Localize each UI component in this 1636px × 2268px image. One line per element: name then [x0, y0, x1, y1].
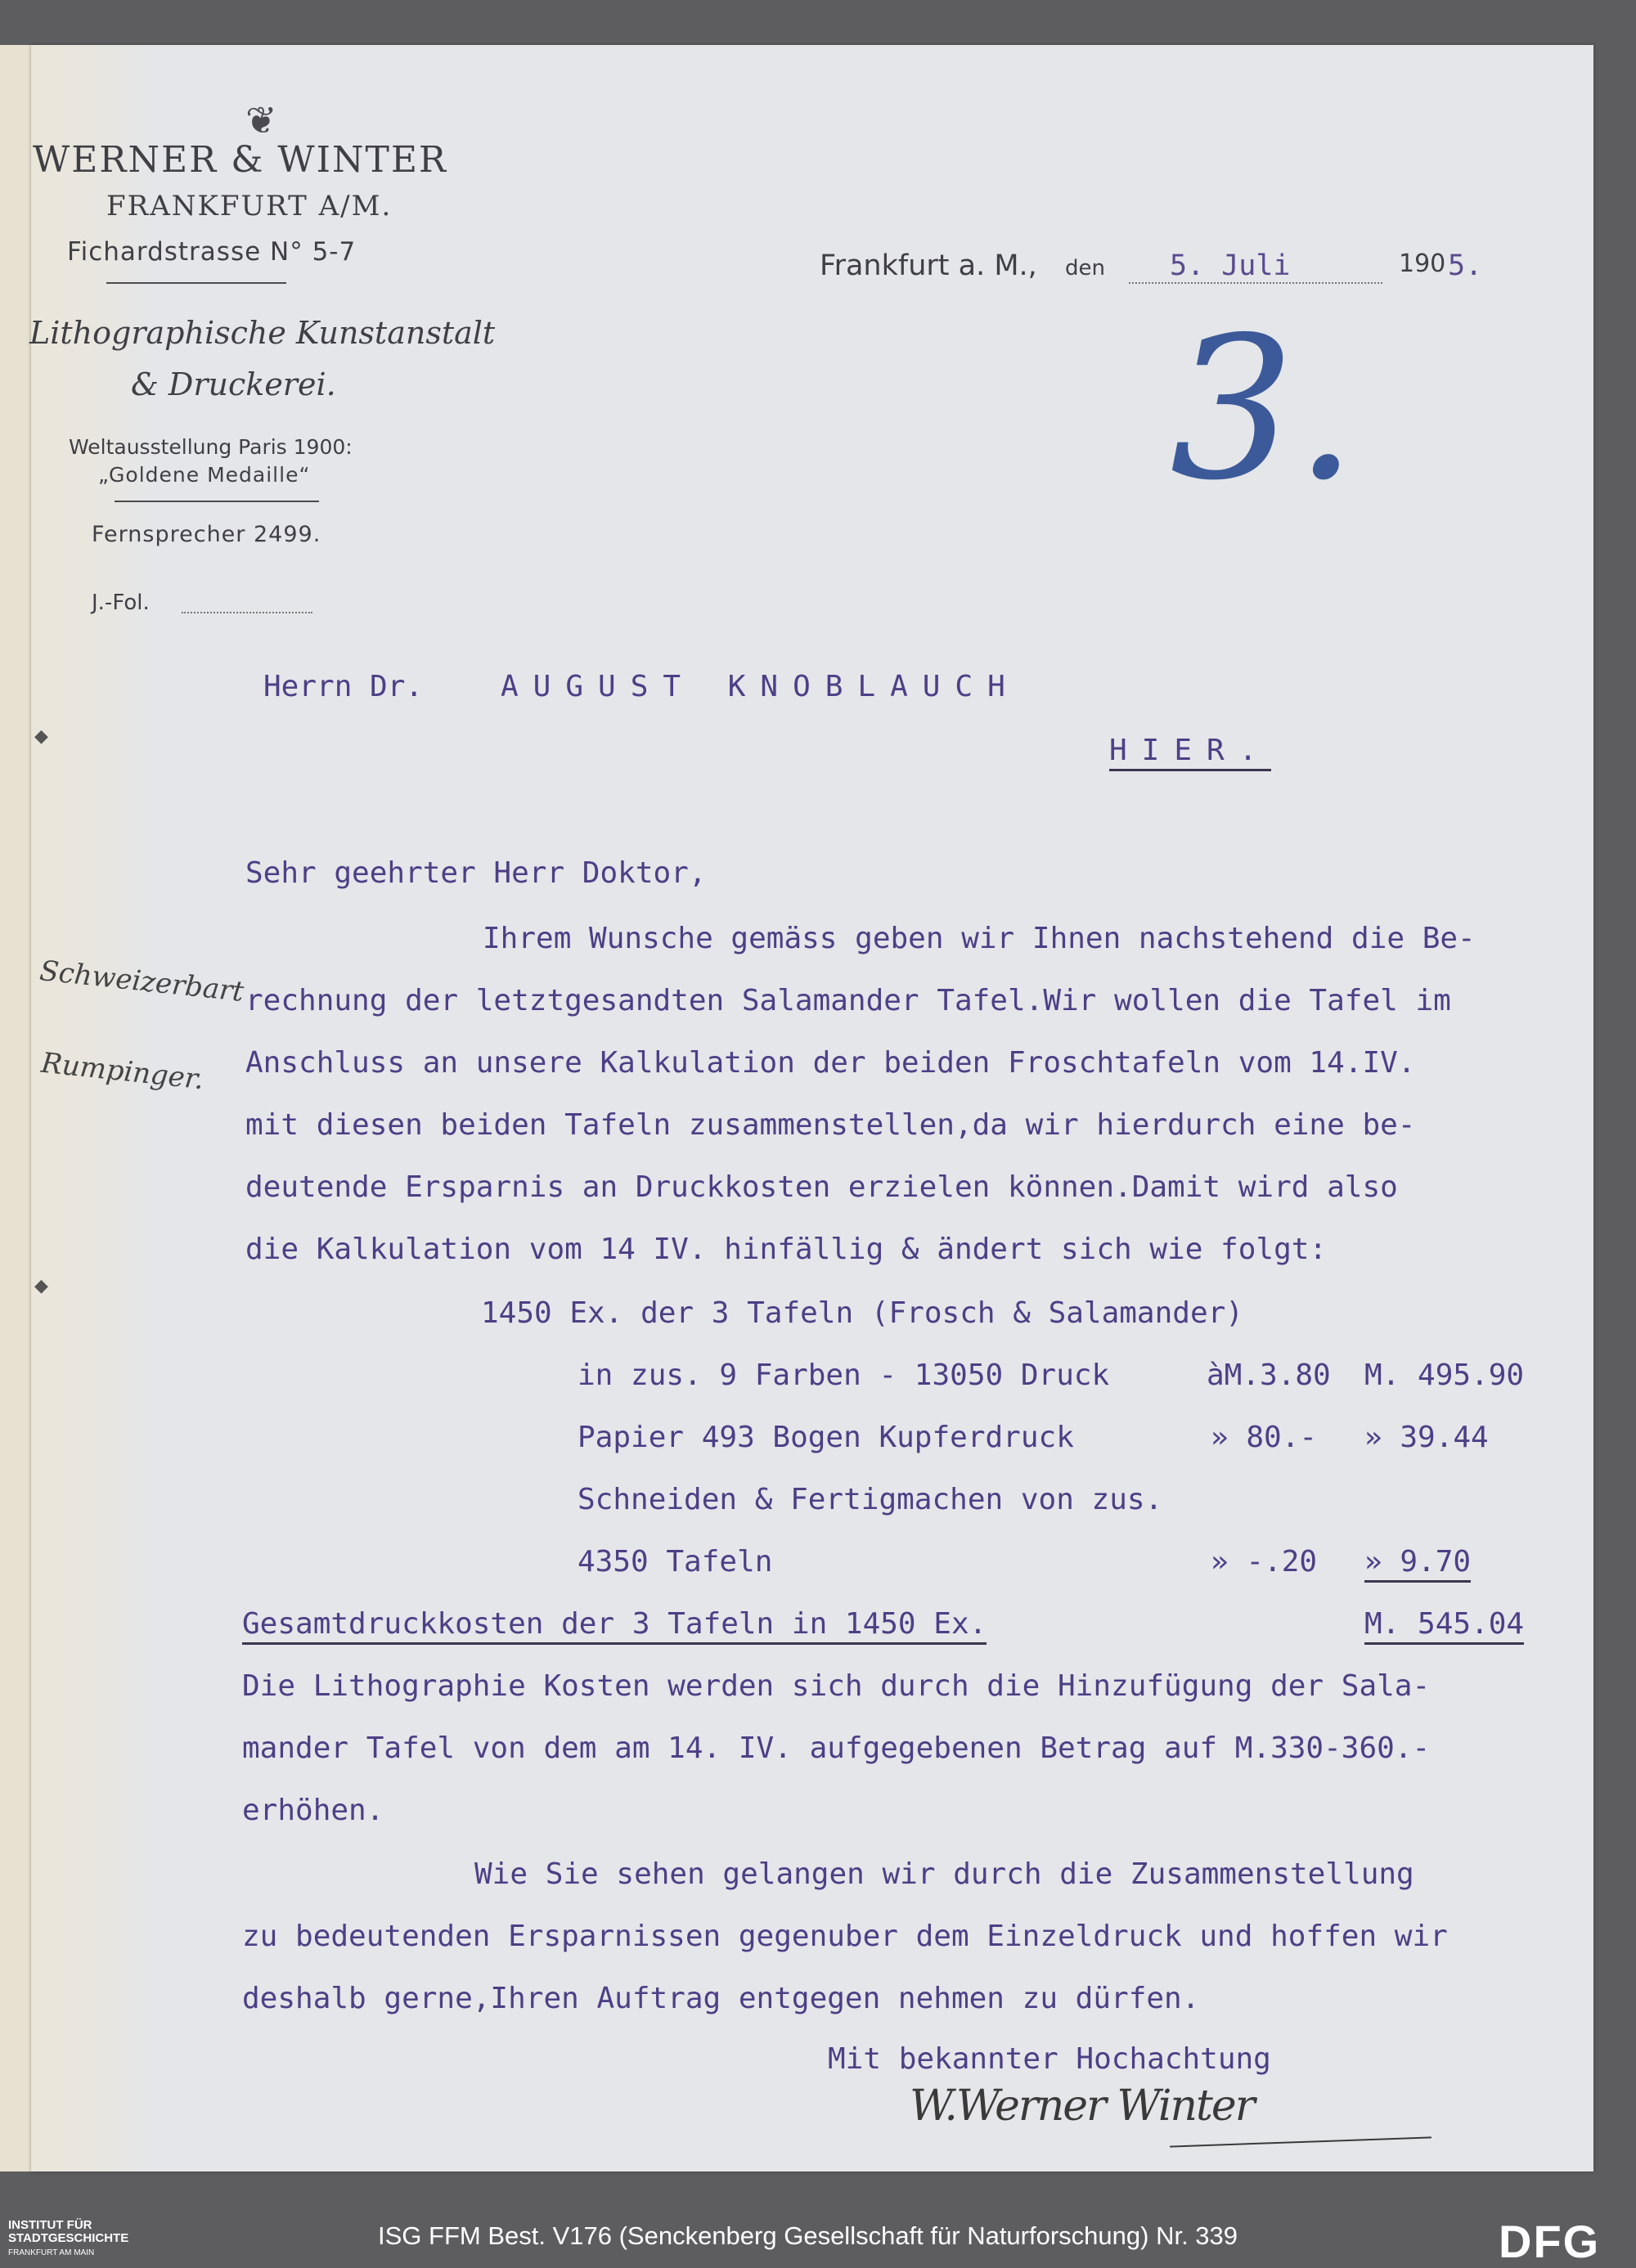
tack-mark-icon: ◆ — [34, 1276, 48, 1296]
calc-total-label-text: Gesamtdruckkosten der 3 Tafeln in 1450 Ex. — [242, 1607, 987, 1645]
sheet-fold-shading — [31, 45, 150, 2171]
letterhead-line1: Lithographische Kunstanstalt — [29, 315, 496, 351]
calc-amount-text: » 9.70 — [1364, 1545, 1471, 1583]
closing: Mit bekannter Hochachtung — [828, 2042, 1271, 2076]
date-year-prefix: 190 — [1399, 249, 1446, 278]
body-line: deshalb gerne,Ihren Auftrag entgegen nehmen zu dürfen. — [242, 1982, 1200, 2015]
calc-total-amount — [1364, 1607, 1525, 1641]
letterhead-firm: WERNER & WINTER — [33, 139, 448, 181]
body-line: Wie Sie sehen gelangen wir durch die Zusammenstellung — [474, 1857, 1414, 1891]
margin-note: Rumpinger. — [39, 1046, 206, 1097]
body-line: rechnung der letztgesandten Salamander Tafel.Wir wollen die Tafel im — [245, 984, 1451, 1017]
recipient-salutation: Herrn Dr. — [263, 670, 424, 703]
calc-desc: 4350 Tafeln — [578, 1545, 773, 1579]
letterhead-ornament-icon: ❦ — [245, 98, 277, 142]
calc-desc: Schneiden & Fertigmachen von zus. — [578, 1483, 1163, 1516]
letterhead-street: Fichardstrasse N° 5-7 — [67, 237, 357, 267]
body-line: Ihrem Wunsche gemäss geben wir Ihnen nachstehend die Be- — [483, 922, 1476, 955]
calc-desc: Papier 493 Bogen Kupferdruck — [578, 1421, 1074, 1454]
dfg-logo: DFG — [1499, 2216, 1601, 2267]
body-line: mit diesen beiden Tafeln zusammenstellen,da wir hierdurch eine be- — [245, 1108, 1416, 1142]
tack-mark-icon: ◆ — [34, 726, 48, 747]
recipient-location — [1109, 736, 1271, 766]
calc-amount — [1364, 1547, 1471, 1577]
margin-note: Schweizerbart — [38, 954, 245, 1008]
recipient-name: AUGUST KNOBLAUCH — [501, 670, 1020, 703]
letterhead-phone: Fernsprecher 2499. — [92, 522, 321, 547]
date-year-suffix: 5. — [1448, 249, 1483, 282]
institute-logo — [8, 2219, 128, 2260]
folio-label: J.-Fol. — [92, 591, 150, 615]
calc-total-label — [242, 1607, 987, 1641]
archive-caption: ISG FFM Best. V176 (Senckenberg Gesellschaft für Naturforschung) Nr. 339 — [378, 2221, 1238, 2250]
recipient-location-text: HIER. — [1109, 734, 1271, 771]
body-line: Anschluss an unsere Kalkulation der beiden Froschtafeln vom 14.IV. — [245, 1046, 1416, 1080]
calc-rate: » 80.- — [1211, 1421, 1318, 1454]
body-line: erhöhen. — [242, 1794, 384, 1827]
institute-name: INSTITUT FÜR STADTGESCHICHTE — [8, 2218, 129, 2245]
body-line: zu bedeutenden Ersparnissen gegenuber dem Einzeldruck und hoffen wir — [242, 1920, 1448, 1953]
calc-amount: » 39.44 — [1364, 1421, 1489, 1454]
body-line: die Kalkulation vom 14 IV. hinfällig & ändert sich wie folgt: — [245, 1233, 1328, 1266]
letterhead-divider — [115, 501, 319, 502]
letterhead-exhibition: Weltausstellung Paris 1900: — [69, 435, 353, 459]
letterhead-divider — [106, 282, 286, 284]
letterhead-medal: „Goldene Medaille“ — [98, 463, 311, 487]
body-line: mander Tafel von dem am 14. IV. aufgegebenen Betrag auf M.330-360.- — [242, 1731, 1431, 1765]
greeting: Sehr geehrter Herr Doktor, — [245, 856, 707, 890]
calc-desc: in zus. 9 Farben - 13050 Druck — [578, 1359, 1110, 1392]
signature: W.Werner Winter — [910, 2082, 1254, 2131]
letterhead-line2: & Druckerei. — [131, 366, 336, 402]
calc-total-amount-text: M. 545.04 — [1364, 1607, 1524, 1645]
body-line: Die Lithographie Kosten werden sich durch die Hinzufügung der Sala- — [242, 1669, 1431, 1703]
date-day-month: 5. Juli — [1129, 249, 1382, 284]
calc-intro: 1450 Ex. der 3 Tafeln (Frosch & Salamander) — [481, 1296, 1243, 1330]
calc-amount: M. 495.90 — [1364, 1359, 1525, 1392]
letterhead-city: FRANKFURT A/M. — [106, 190, 393, 222]
date-place: Frankfurt a. M., — [820, 249, 1037, 282]
handwritten-page-number: 3. — [1170, 294, 1357, 523]
date-den: den — [1065, 256, 1105, 281]
calc-rate: àM.3.80 — [1207, 1359, 1331, 1392]
institute-sub: FRANKFURT AM MAIN — [8, 2248, 95, 2257]
folio-line — [182, 612, 312, 613]
calc-rate: » -.20 — [1211, 1545, 1318, 1579]
body-line: deutende Ersparnis an Druckkosten erzielen können.Damit wird also — [245, 1170, 1398, 1204]
